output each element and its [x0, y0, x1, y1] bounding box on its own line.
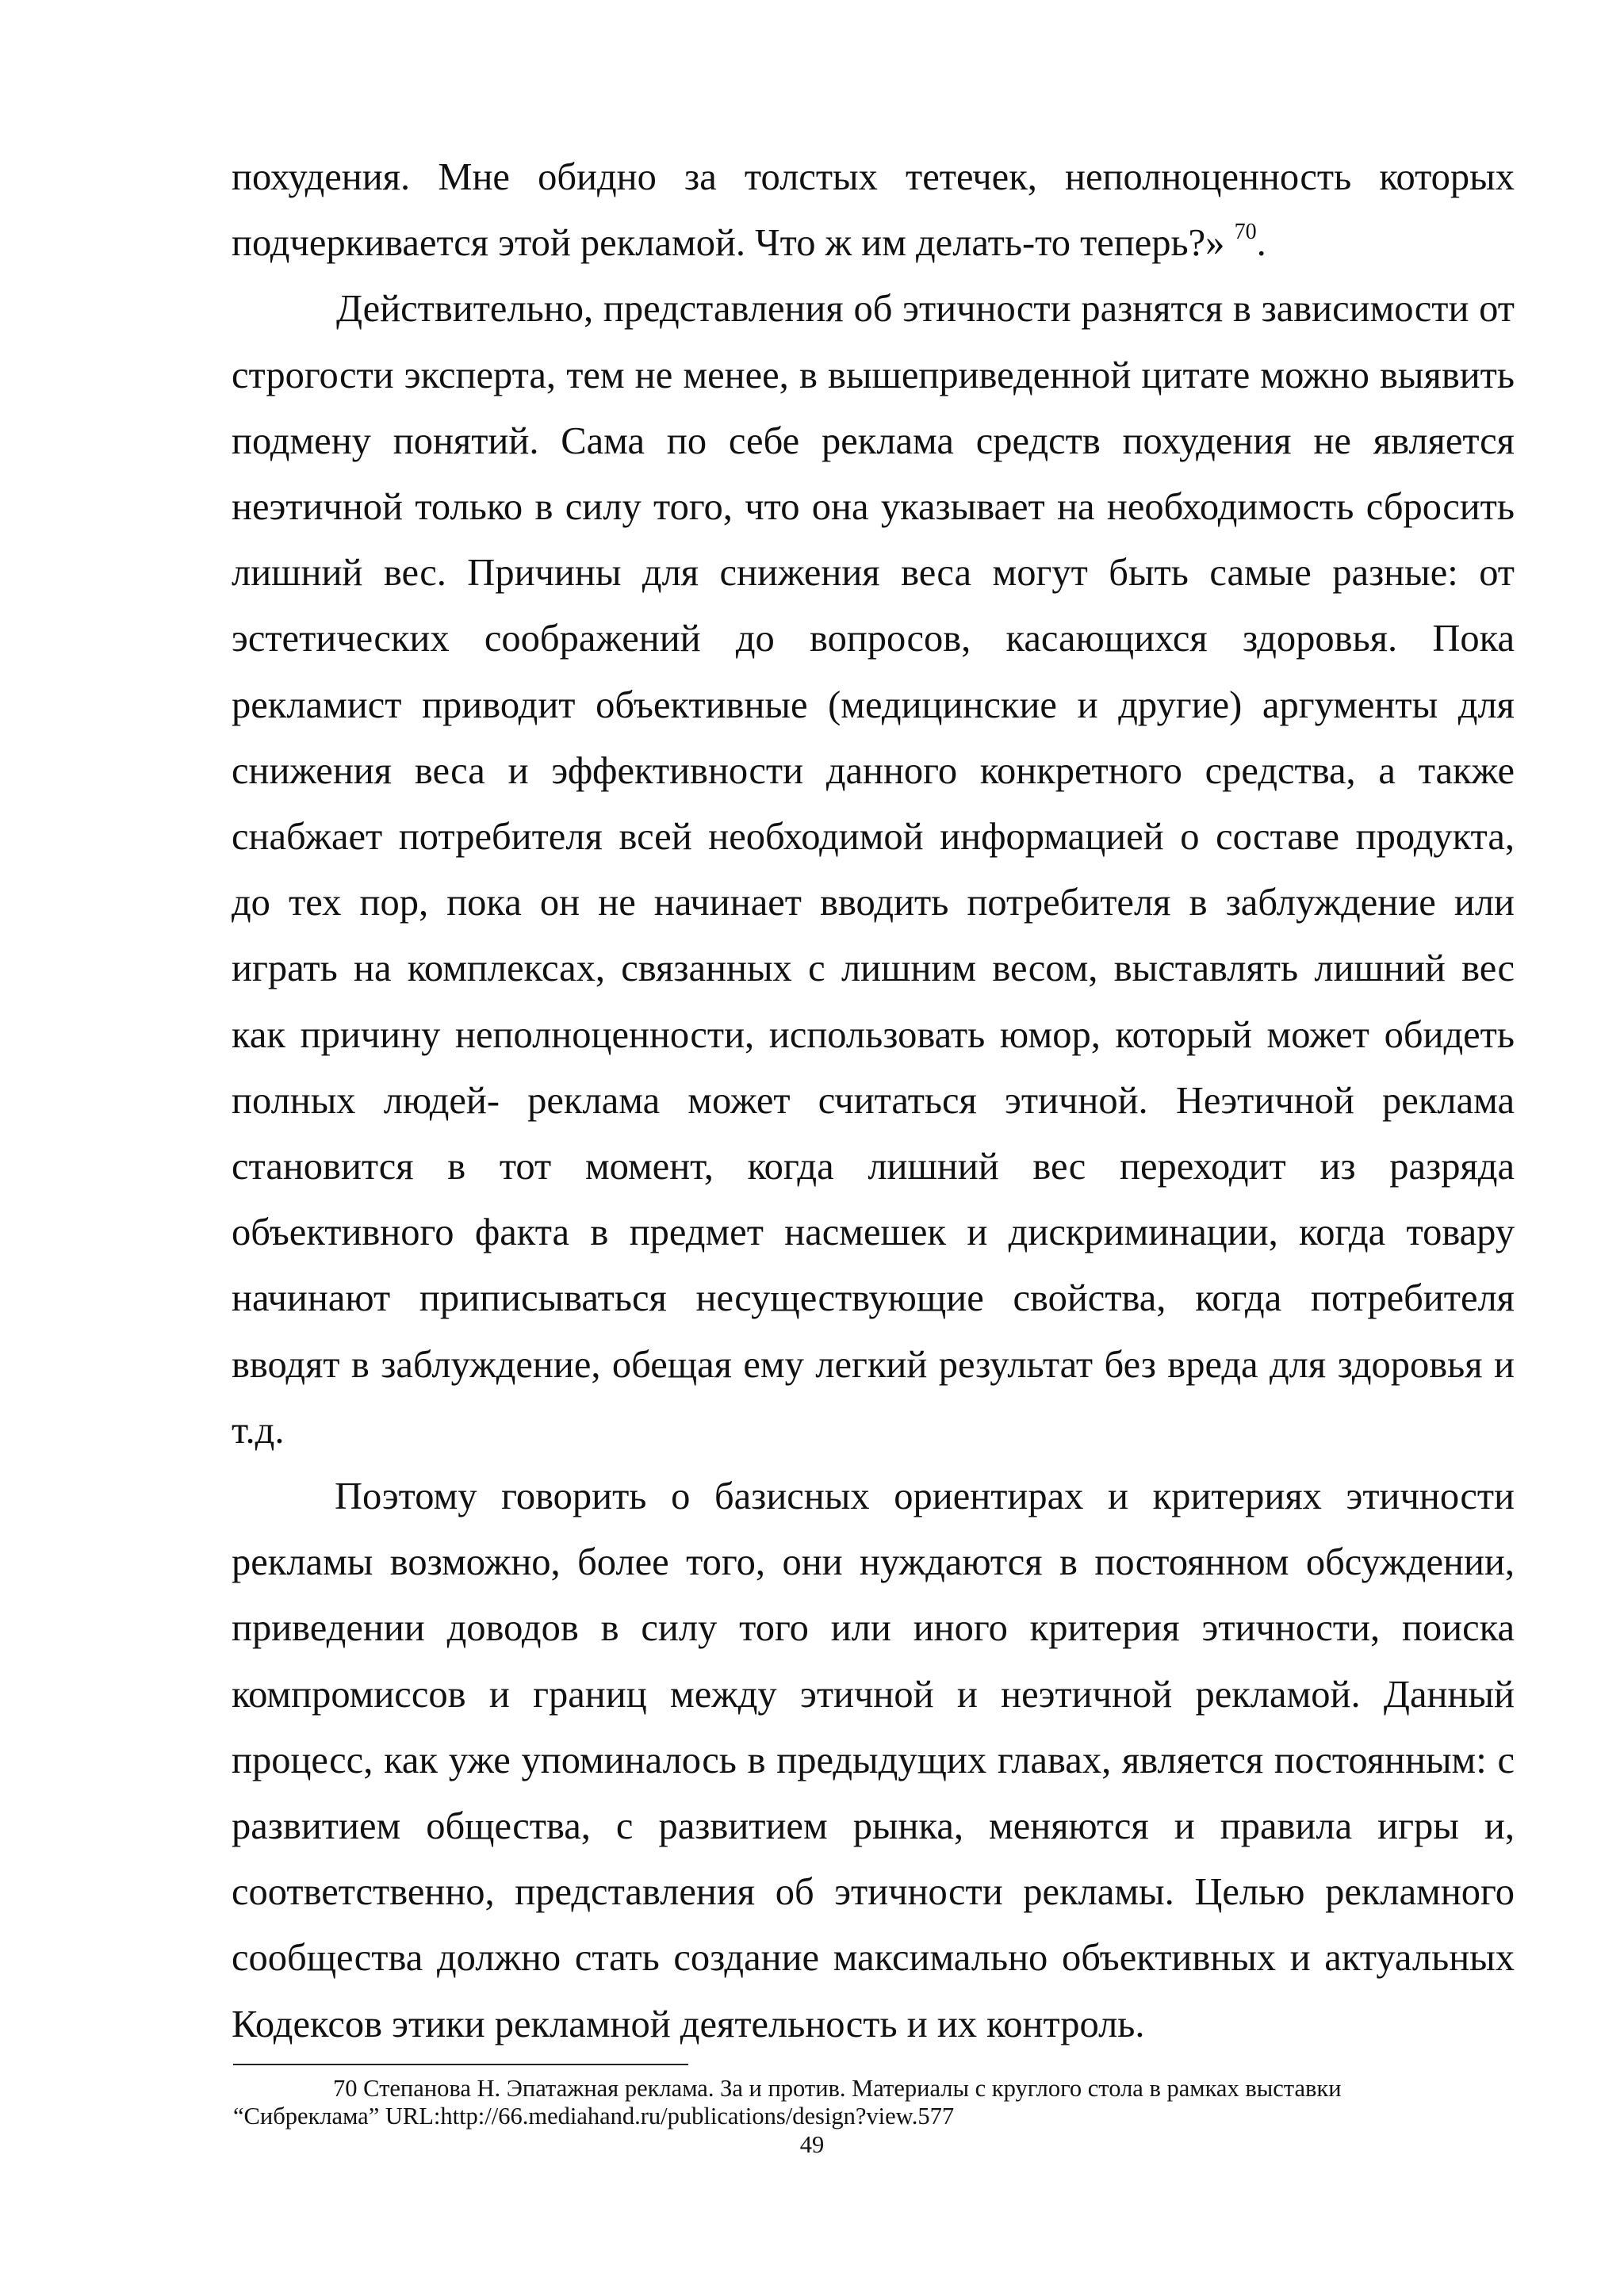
footnote-divider	[233, 2064, 688, 2065]
paragraph-1-text: похудения. Мне обидно за толстых тетечек, неполноценность которых подчеркивается этой рекламой. Что ж им делать-то теперь?»	[232, 156, 1515, 265]
footnote-line-1: 70 Степанова Н. Эпатажная реклама. За и против. Материалы с круглого стола в рамках выставки	[333, 2075, 1342, 2102]
main-text	[232, 144, 1515, 2057]
paragraph-3: Поэтому говорить о базисных ориентирах и критериях этичности рекламы возможно, более того, они нуждаются в постоянном обсуждении, приведении доводов в силу того или иного критерия этичности, поиска компромиссов и границ между этичной и неэтичной рекламой. Данный процесс, как уже упоминалось в предыдущих главах, является постоянным: с развитием общества, с развитием рынка, меняются и правила игры и, соответственно, представления об этичности рекламы. Целью рекламного сообщества должно стать создание максимально объективных и актуальных Кодексов этики рекламной деятельность и их контроль.	[232, 1475, 1515, 2045]
footnote-reference[interactable]: 70	[1234, 220, 1257, 245]
paragraph-1	[232, 144, 1515, 276]
footnote-line-2: “Сибреклама” URL:http://66.mediahand.ru/publications/design?view.577	[233, 2103, 955, 2130]
footnote	[233, 2075, 1515, 2130]
paragraph-2: Действительно, представления об этичности разнятся в зависимости от строгости эксперта, тем не менее, в вышеприведенной цитате можно выявить подмену понятий. Сама по себе реклама средств похудения не является неэтичной только в силу того, что она указывает на необходимость сбросить лишний вес. Причины для снижения веса могут быть самые разные: от эстетических соображений до вопросов, касающихся здоровья. Пока рекламист приводит объективные (медицинские и другие) аргументы для снижения веса и эффективности данного конкретного средства, а также снабжает потребителя всей необходимой информацией о составе продукта, до тех пор, пока он не начинает вводить потребителя в заблуждение или играть на комплексах, связанных с лишним весом, выставлять лишний вес как причину неполноценности, использовать юмор, который может обидеть полных людей- реклама может считаться этичной. Неэтичной реклама становится в тот момент, когда лишний вес переходит из разряда объективного факта в предмет насмешек и дискриминации, когда товару начинают приписываться несуществующие свойства, когда потребителя вводят в заблуждение, обещая ему легкий результат без вреда для здоровья и т.д.	[232, 288, 1515, 1452]
page-number: 49	[799, 2131, 825, 2158]
paragraph-1-tail: .	[1256, 222, 1266, 265]
